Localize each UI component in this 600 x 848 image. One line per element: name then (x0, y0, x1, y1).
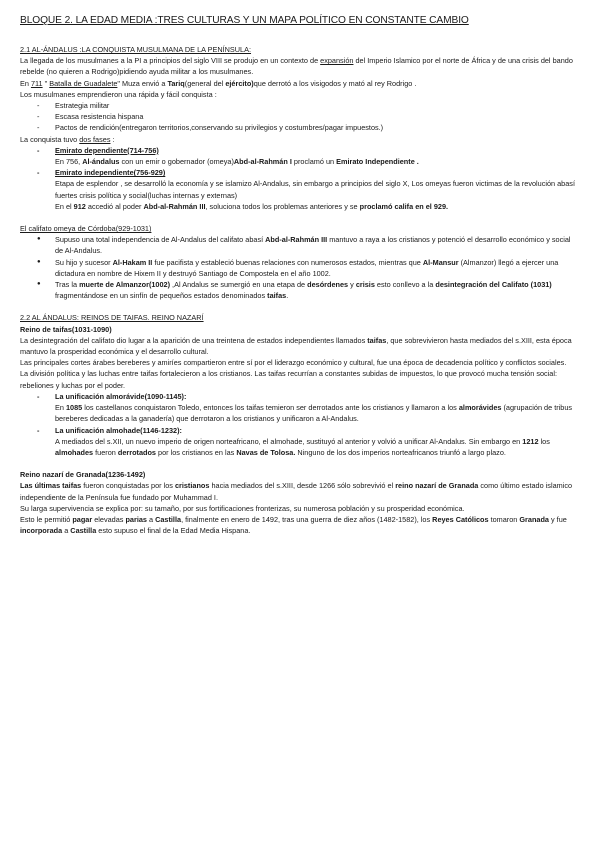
paragraph-guadalete: En 711 " Batalla de Guadalete" Muza envió a Tariq(general del ejército)que derrotó a los visigodos y mató al rey Rodrigo . (20, 78, 417, 88)
list-item: - Pactos de rendición(entregaron territorios,conservando su privilegios y costumbres/pagar impuestos.) (20, 122, 580, 133)
list-item: ● Tras la muerte de Almanzor(1002) ,Al Andalus se sumergió en una etapa de desórdenes y crisis esto conllevo a la desintegración del Califato (1031) fragmentándose en un sinfín de pequeños estados denominados taifas. (20, 279, 580, 301)
paragraph-cortes: Las principales cortes árabes bereberes y amiríes compartieron entre sí por el liderazgo económico y cultural, fue una época de decadencia político y conflictos sociales. (20, 358, 567, 368)
phase-title-emirato-dependiente: - Emirato dependiente(714-756) (20, 145, 580, 156)
phase-text-emirato-dependiente: En 756, Al-ándalus con un emir o gobernador (omeya)Abd-al-Rahmán I proclamó un Emirato Independiente . (55, 157, 419, 167)
phases-list (20, 145, 580, 156)
unificacion-list-2 (20, 425, 580, 436)
conquest-reasons-list (20, 100, 580, 134)
califato-bullet-list (20, 234, 580, 301)
section-heading-conquista: 2.1 AL-ÁNDALUS :LA CONQUISTA MUSULMANA DE LA PENÍNSULA: (20, 45, 252, 54)
section-nazari (20, 469, 580, 536)
section-conquista (20, 44, 580, 212)
unificacion-almohade-text: A mediados del s.XII, un nuevo imperio de origen norteafricano, el almohade, sustituyó al anterior y volvió a unificar Al-Andalus. Sin embargo en 1212 los almohades fueron derrotados por los cristianos en las Navas de Tolosa. Ninguno de los dos imperios norteafricanos triunfó a largo plazo. (55, 436, 550, 457)
paragraph-conquista-rapida: Los musulmanes emprendieron una rápida y fácil conquista : (20, 89, 217, 99)
section-heading-califato: El califato omeya de Córdoba(929-1031) (20, 224, 152, 234)
phases-list-2 (20, 167, 580, 178)
section-taifas (20, 312, 580, 458)
unificacion-almoravide-text: En 1085 los castellanos conquistaron Toledo, entonces los taifas temieron ser derrotados ante los cristianos y llamaron a los almorávides (agrupación de tribus bereberes dedicadas a la ganadería) que derrotaron a los cristianos y unificaron a Al-Andalus. (55, 403, 573, 424)
phase-text-esplendor: Etapa de esplendor , se desarrolló la economía y se islamizo Al-Andalus, sin embargo a principios del siglo X, Los omeyas fueron victimas de la revolución abasí fuertes crisis política y social(luchas internas y externas) (55, 179, 575, 200)
unificacion-list (20, 391, 580, 402)
list-item: ● Supuso una total independencia de Al-Andalus del califato abasí Abd-al-Rahmán III mantuvo a raya a los cristianos y potenció el desarrollo económico y social de Al-Andalus. (20, 234, 580, 256)
unificacion-almohade-title: - La unificación almohade(1146-1232): (20, 425, 580, 436)
list-item: - Escasa resistencia hispana (20, 111, 580, 122)
document-title: BLOQUE 2. LA EDAD MEDIA :TRES CULTURAS Y UN MAPA POLÍTICO EN CONSTANTE CAMBIO (20, 15, 469, 26)
list-item: ● Su hijo y sucesor Al-Hakam II fue pacifista y estableció buenas relaciones con numerosos estados, mientras que Al-Mansur (Almanzor) llegó a ejercer una dictadura en nombre de Hixem II y destruyó Santiago de Compostela en el año 1002. (20, 257, 580, 279)
paragraph-desintegracion: La desintegración del califato dio lugar a la aparición de una treintena de estados independientes llamados taifas, que sobrevivieron hasta mediados del s.XIII, esta época mantuvo la prosperidad económica y el desarrollo cultural. (20, 335, 572, 357)
phase-text-califa: En el 912 accedió al poder Abd-al-Rahmán III, soluciona todos los problemas anteriores y se proclamó califa en el 929. (55, 201, 449, 211)
paragraph-supervivencia: Su larga supervivencia se explica por: su tamaño, por sus fortificaciones fronterizas, su numerosa población y su prosperidad económica. (20, 503, 465, 513)
paragraph-dos-fases: La conquista tuvo dos fases : (20, 134, 115, 144)
section-heading-taifas: 2.2 AL ÁNDALUS: REINOS DE TAIFAS. REINO NAZARÍ (20, 313, 204, 323)
subheading-reino-taifas: Reino de taifas(1031-1090) (20, 324, 112, 334)
list-item: - Estrategia militar (20, 100, 580, 111)
paragraph-final: Esto le permitió pagar elevadas parias a Castilla, finalmente en enero de 1492, tras una guerra de diez años (1482-1582), los Reyes Católicos tomaron Granada y fue incorporada a Castilla esto supuso el final de la Edad Media Hispana. (20, 514, 567, 536)
paragraph-llegada: La llegada de los musulmanes a la PI a principios del siglo VIII se produjo en un contexto de expansión del Imperio Islamico por el norte de África y de una crisis del bando rebelde (no quieren a Rodrigo)pidiendo ayuda militar a los musulmanes. (20, 56, 573, 77)
section-heading-nazari: Reino nazarí de Granada(1236-1492) (20, 470, 146, 480)
unificacion-almoravide-title: - La unificación almorávide(1090-1145): (20, 391, 580, 402)
phase-title-emirato-independiente: - Emirato independiente(756-929) (20, 167, 580, 178)
section-califato (20, 223, 580, 301)
paragraph-division: La división política y las luchas entre taifas fortalecieron a los cristianos. Las taifas recurrían a constantes subidas de impuestos, lo que provocó mucha tensión social: rebeliones y luchas por el poder. (20, 369, 558, 390)
paragraph-ultimas-taifas: Las últimas taifas fueron conquistadas por los cristianos hacia mediados del s.XIII, desde 1266 sólo sobrevivió el reino nazarí de Granada como último estado islamico independiente de la Península fue fundado por Muhammad I. (20, 481, 573, 502)
